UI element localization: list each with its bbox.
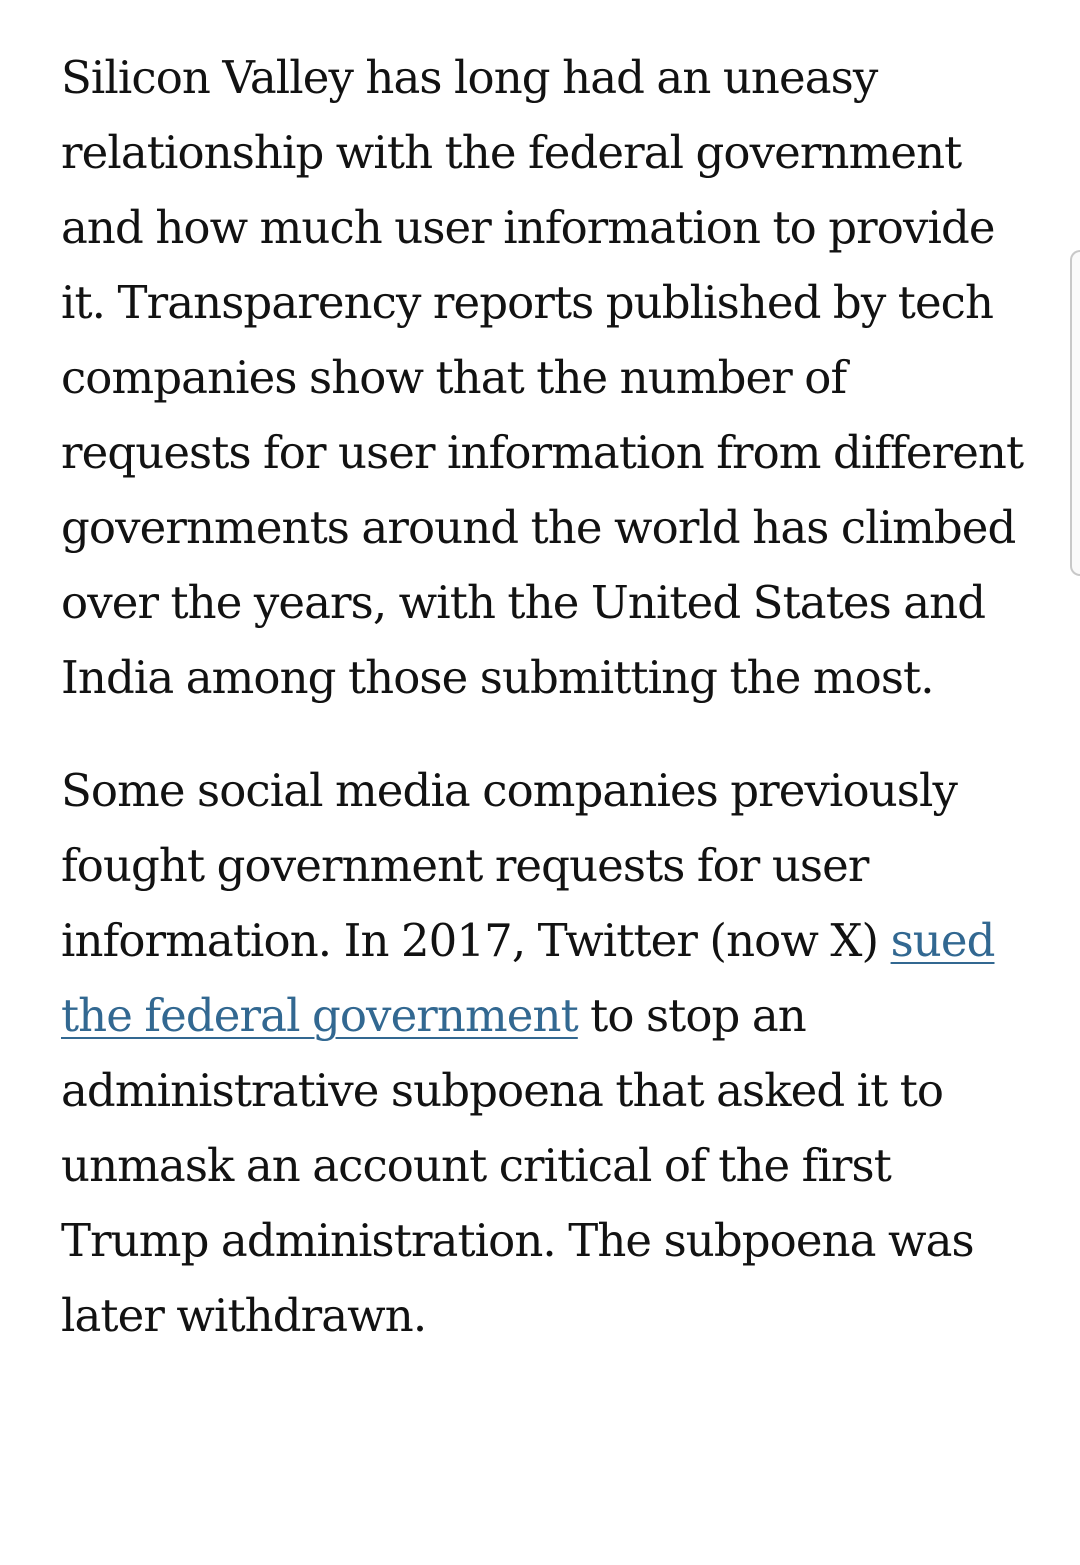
- article-paragraph-2: [61, 753, 1026, 1353]
- paragraph-2-text-before-link: Some social media companies previously fought government requests for user information. In 2017, Twitter (now X): [61, 764, 958, 967]
- article-paragraph-1: Silicon Valley has long had an uneasy relationship with the federal government and how much user information to provide it. Transparency reports published by tech companies show that the number of requests for user information from different governments around the world has climbed over the years, with the United States and India among those submitting the most.: [61, 51, 1024, 704]
- paragraph-2-text-after-link: to stop an administrative subpoena that asked it to unmask an account critical of the first Trump administration. The subpoena was later withdrawn.: [61, 989, 974, 1342]
- scrollbar-handle[interactable]: [1070, 250, 1080, 576]
- sued-federal-government-link[interactable]: sued the federal government: [61, 914, 995, 1042]
- article-body: [61, 40, 1026, 1353]
